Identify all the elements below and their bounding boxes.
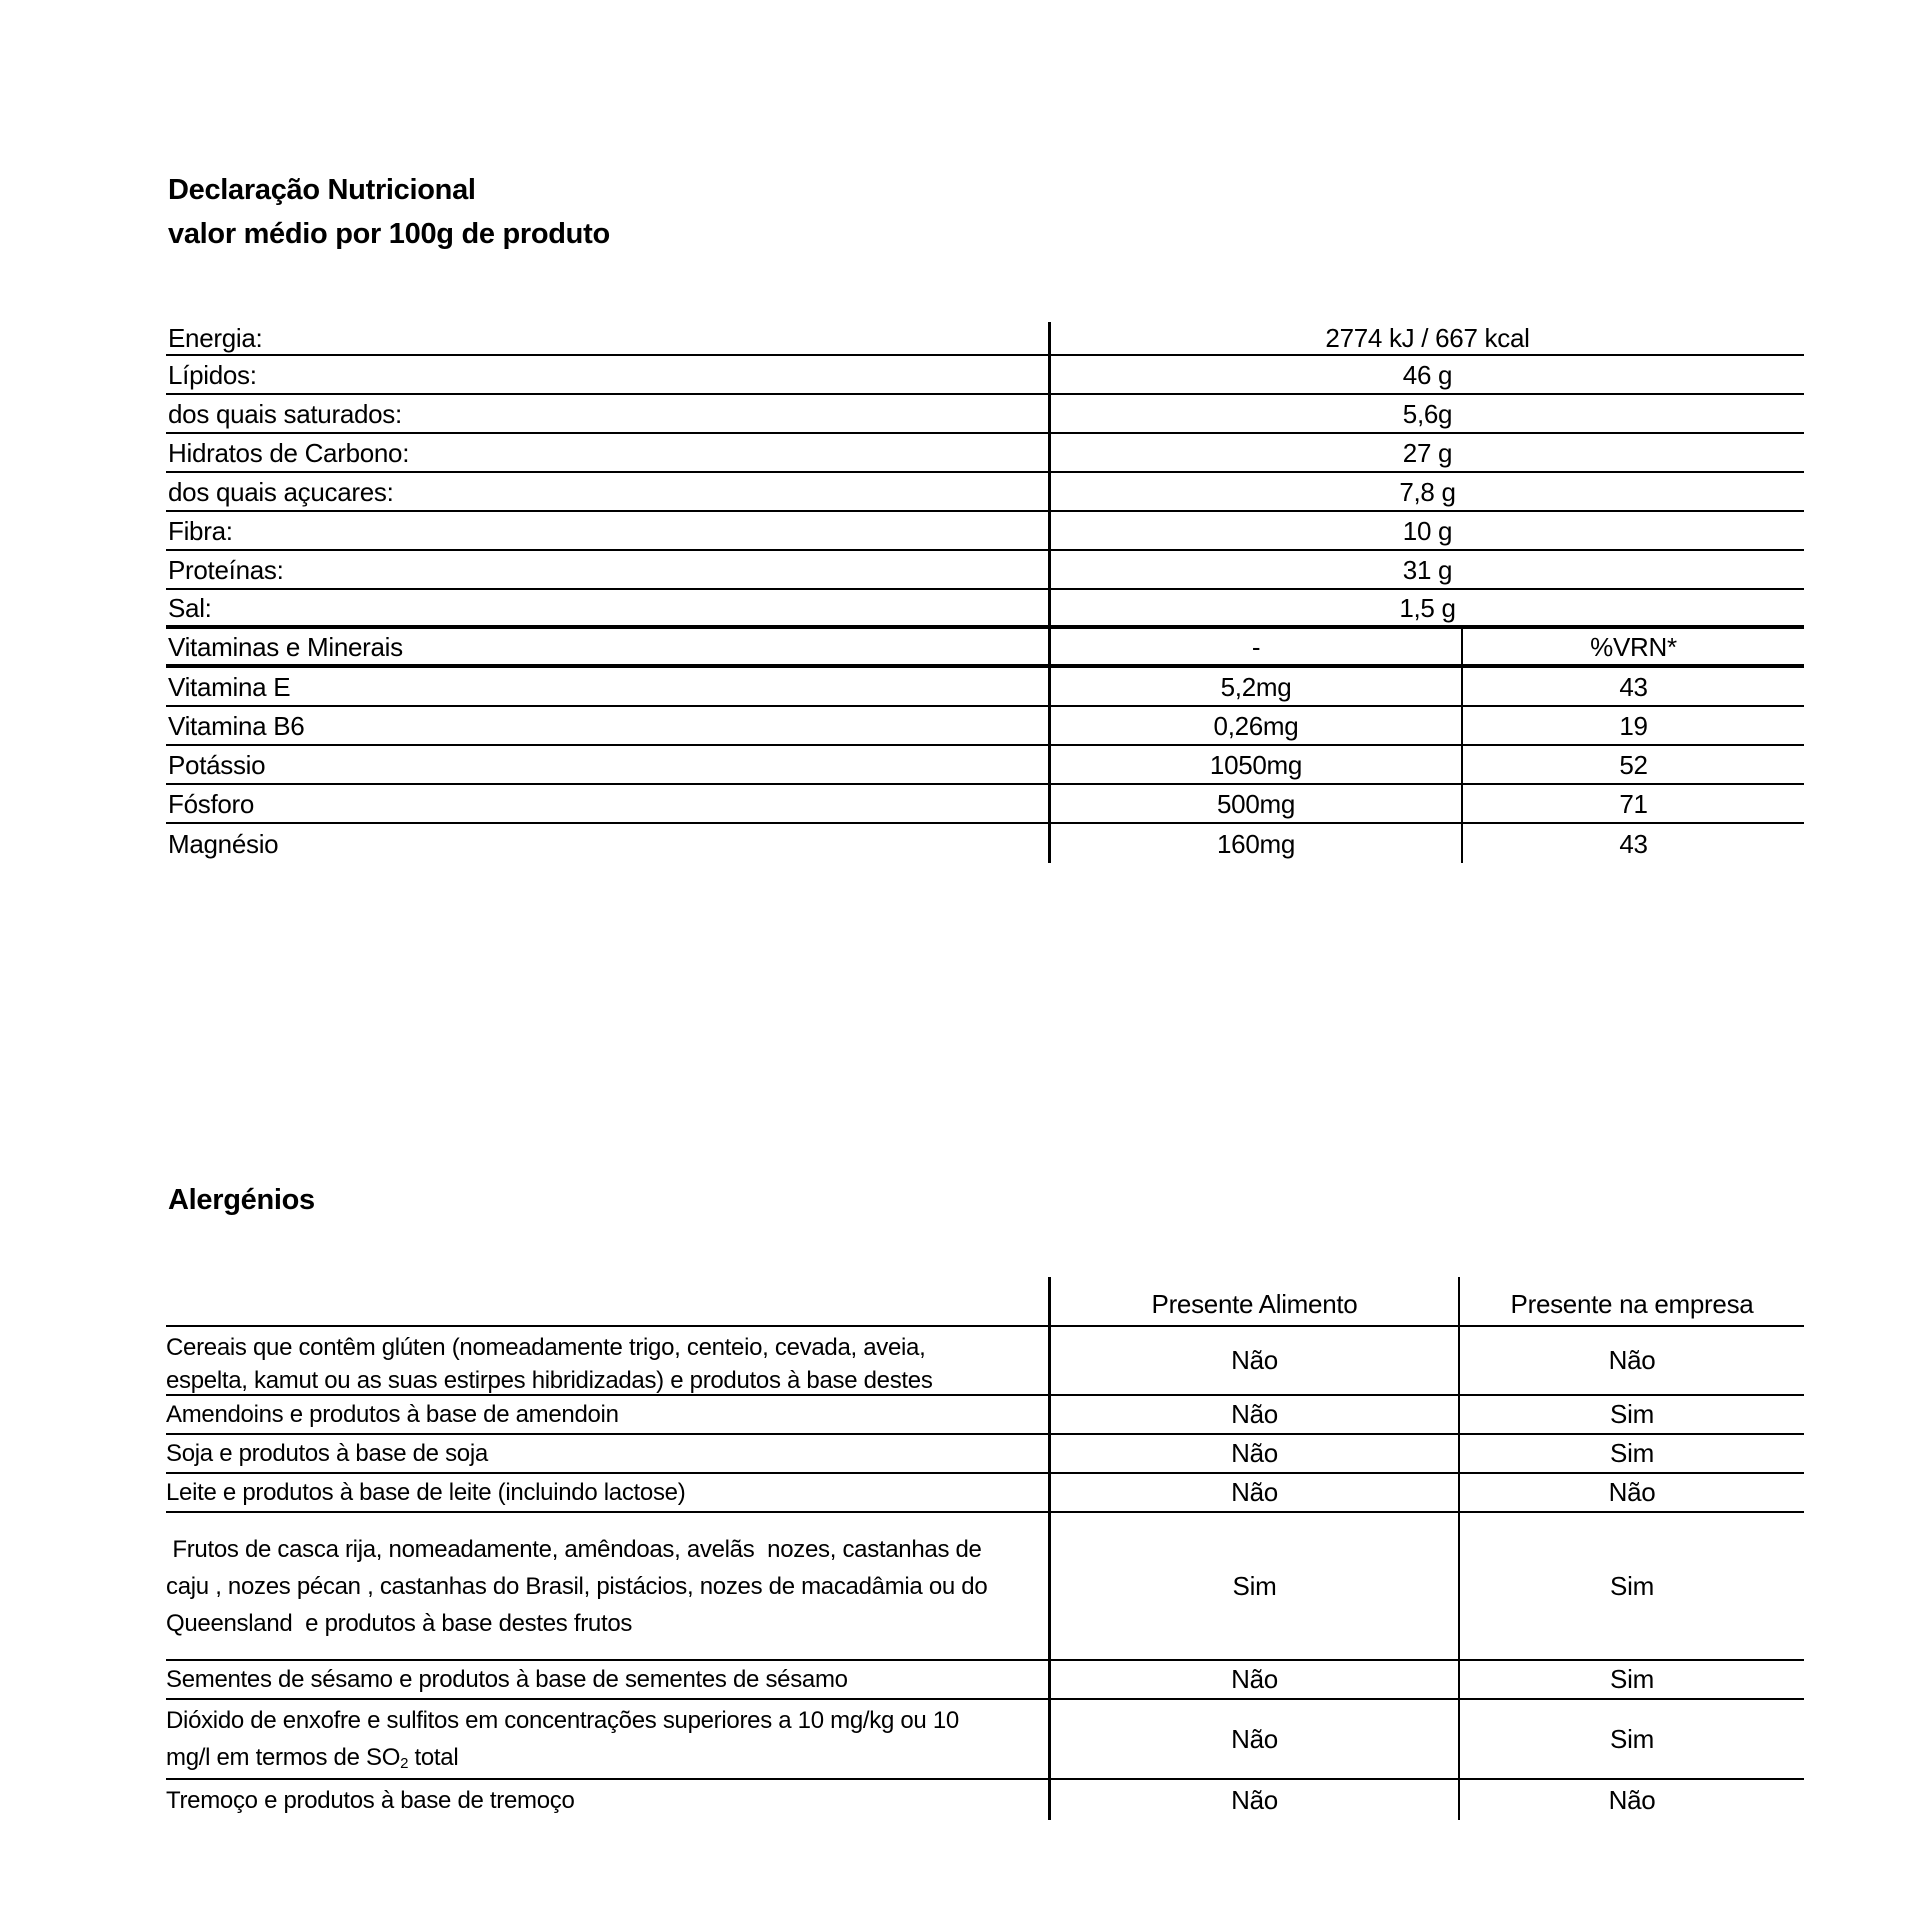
nutrient-value: 1,5 g xyxy=(1399,592,1456,623)
nutrient-value: 27 g xyxy=(1402,437,1453,468)
allergen-row-milk xyxy=(166,1474,1804,1513)
nutrient-label: Sal: xyxy=(166,590,1051,625)
vitamin-row-phosphorus xyxy=(166,785,1804,824)
vitamin-row-potassium xyxy=(166,746,1804,785)
allergen-food-value: Sim xyxy=(1051,1513,1460,1659)
nutrition-row-protein xyxy=(166,551,1804,590)
nutrient-value: 5,6g xyxy=(1402,398,1453,429)
vitamin-label: Potássio xyxy=(166,746,1051,783)
allergen-row-sulphites xyxy=(166,1700,1804,1780)
allergen-label: Tremoço e produtos à base de tremoço xyxy=(166,1780,1051,1820)
allergen-header-company: Presente na empresa xyxy=(1510,1288,1754,1319)
allergen-food-value: Não xyxy=(1051,1435,1460,1472)
vitamin-label: Fósforo xyxy=(166,785,1051,822)
nutrition-table xyxy=(166,322,1804,863)
allergens-header-row xyxy=(166,1277,1804,1327)
subscript: 2 xyxy=(400,1755,409,1772)
allergen-header-label xyxy=(166,1277,1051,1325)
allergen-food-value: Não xyxy=(1051,1700,1460,1778)
vitamins-header-amount: - xyxy=(1051,629,1463,664)
allergens-table xyxy=(166,1277,1804,1820)
allergen-food-value: Não xyxy=(1051,1396,1460,1433)
vitamin-vrn: 71 xyxy=(1619,788,1648,819)
allergen-row-nuts xyxy=(166,1513,1804,1661)
vitamin-vrn: 43 xyxy=(1619,828,1648,859)
allergen-label-line: Frutos de casca rija, nomeadamente, amêndoas, avelãs nozes, castanhas de xyxy=(166,1536,982,1563)
allergen-label-line: Dióxido de enxofre e sulfitos em concentrações superiores a 10 mg/kg ou 10 xyxy=(166,1707,959,1734)
nutrient-label: Energia: xyxy=(166,322,1051,354)
allergen-label-line: espelta, kamut ou as suas estirpes hibridizadas) e produtos à base destes xyxy=(166,1367,933,1394)
vitamin-label: Magnésio xyxy=(166,824,1051,863)
vitamin-row-magnesium xyxy=(166,824,1804,863)
allergen-row-lupin xyxy=(166,1780,1804,1820)
vitamins-header-row xyxy=(166,629,1804,668)
vitamin-amount: 1050mg xyxy=(1051,746,1463,783)
nutrient-label: Hidratos de Carbono: xyxy=(166,434,1051,471)
nutrient-value: 46 g xyxy=(1402,359,1453,390)
label-text: mg/l em termos de SO xyxy=(166,1744,401,1771)
nutrient-label: dos quais saturados: xyxy=(166,395,1051,432)
label-text: total xyxy=(408,1744,459,1771)
vitamins-header-vrn: %VRN* xyxy=(1590,631,1677,662)
nutrient-value: 7,8 g xyxy=(1399,476,1456,507)
nutrition-row-carbohydrates xyxy=(166,434,1804,473)
nutrition-subtitle: valor médio por 100g de produto xyxy=(168,218,610,250)
nutrition-row-saturated xyxy=(166,395,1804,434)
allergen-label xyxy=(166,1327,1051,1394)
vitamin-amount: 160mg xyxy=(1051,824,1463,863)
allergen-company-value: Não xyxy=(1608,1345,1656,1375)
vitamin-row-b6 xyxy=(166,707,1804,746)
allergen-label-line: caju , nozes pécan , castanhas do Brasil, pistácios, nozes de macadâmia ou do xyxy=(166,1573,988,1600)
allergen-company-value: Não xyxy=(1608,1477,1656,1507)
allergen-company-value: Sim xyxy=(1610,1570,1654,1601)
vitamins-header-label: Vitaminas e Minerais xyxy=(166,629,1051,664)
allergen-label-line xyxy=(166,1739,1048,1782)
nutrition-row-energy xyxy=(166,322,1804,356)
nutrition-row-sugars xyxy=(166,473,1804,512)
allergen-food-value: Não xyxy=(1051,1661,1460,1698)
nutrition-row-fibre xyxy=(166,512,1804,551)
nutrient-value: 2774 kJ / 667 kcal xyxy=(1325,323,1530,353)
allergen-row-soy xyxy=(166,1435,1804,1474)
nutrient-label: dos quais açucares: xyxy=(166,473,1051,510)
allergen-row-sesame xyxy=(166,1661,1804,1700)
nutrient-label: Fibra: xyxy=(166,512,1051,549)
allergen-label-line: Cereais que contêm glúten (nomeadamente trigo, centeio, cevada, aveia, xyxy=(166,1334,926,1361)
vitamin-amount: 500mg xyxy=(1051,785,1463,822)
nutrient-label: Lípidos: xyxy=(166,356,1051,393)
allergen-food-value: Não xyxy=(1051,1327,1460,1394)
allergen-label-line: Queensland e produtos à base destes frutos xyxy=(166,1610,633,1637)
allergen-food-value: Não xyxy=(1051,1780,1460,1820)
nutrition-title: Declaração Nutricional xyxy=(168,174,476,206)
allergen-label: Soja e produtos à base de soja xyxy=(166,1435,1051,1472)
vitamin-label: Vitamina E xyxy=(166,668,1051,705)
nutrient-label: Proteínas: xyxy=(166,551,1051,588)
allergen-company-value: Não xyxy=(1608,1784,1656,1815)
allergen-company-value: Sim xyxy=(1610,1723,1654,1754)
nutrition-row-salt xyxy=(166,590,1804,629)
allergen-company-value: Sim xyxy=(1610,1438,1654,1468)
allergens-title: Alergénios xyxy=(168,1184,315,1216)
allergen-company-value: Sim xyxy=(1610,1399,1654,1429)
vitamin-vrn: 19 xyxy=(1619,710,1648,741)
allergen-row-peanuts xyxy=(166,1396,1804,1435)
allergen-label: Sementes de sésamo e produtos à base de sementes de sésamo xyxy=(166,1661,1051,1698)
vitamin-label: Vitamina B6 xyxy=(166,707,1051,744)
allergen-label xyxy=(166,1513,1051,1659)
allergen-row-gluten xyxy=(166,1327,1804,1396)
allergen-label: Amendoins e produtos à base de amendoin xyxy=(166,1396,1051,1433)
allergen-food-value: Não xyxy=(1051,1474,1460,1511)
nutrient-value: 10 g xyxy=(1402,515,1453,546)
vitamin-vrn: 52 xyxy=(1619,749,1648,780)
allergen-header-food: Presente Alimento xyxy=(1051,1277,1460,1325)
allergen-label xyxy=(166,1700,1051,1778)
vitamin-vrn: 43 xyxy=(1619,671,1648,702)
allergen-label: Leite e produtos à base de leite (incluindo lactose) xyxy=(166,1474,1051,1511)
vitamin-row-e xyxy=(166,668,1804,707)
nutrition-row-lipids xyxy=(166,356,1804,395)
allergen-company-value: Sim xyxy=(1610,1664,1654,1694)
nutrient-value: 31 g xyxy=(1402,554,1453,585)
vitamin-amount: 0,26mg xyxy=(1051,707,1463,744)
vitamin-amount: 5,2mg xyxy=(1051,668,1463,705)
